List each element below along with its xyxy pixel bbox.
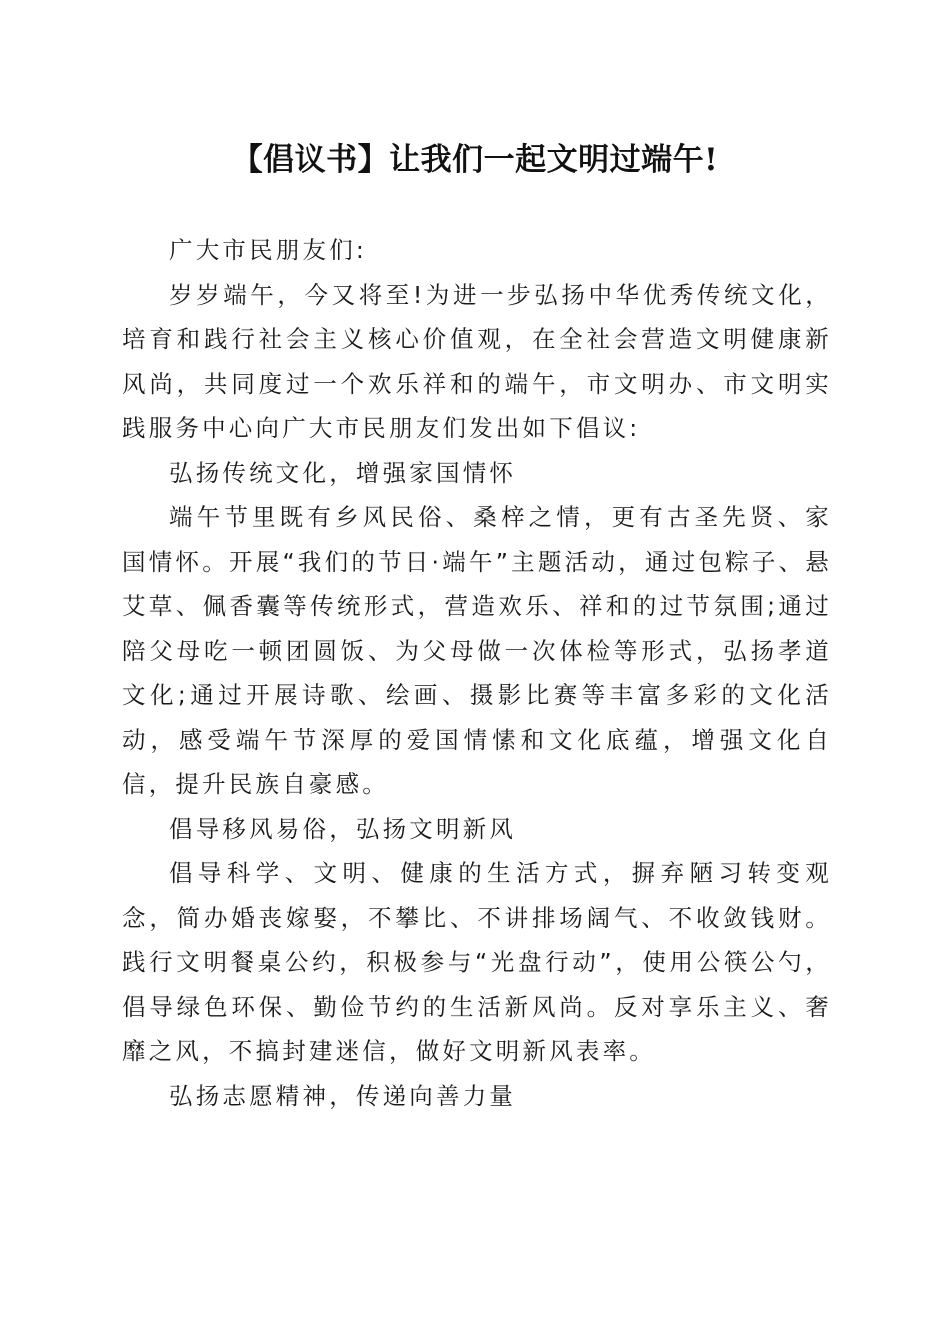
salutation: 广大市民朋友们:	[169, 236, 368, 264]
section-paragraph-2: 倡导科学、文明、健康的生活方式，摒弃陋习转变观念，简办婚丧嫁娶，不攀比、不讲排场阔气、不收敛钱财。践行文明餐桌公约，积极参与“光盘行动”，使用公筷公勺，倡导绿色环保、勤俭节约的生活新风尚。反对享乐主义、奢靡之风，不搞封建迷信，做好文明新风表率。	[122, 859, 832, 1065]
section-heading-3: 弘扬志愿精神，传递向善力量	[169, 1081, 517, 1110]
intro-paragraph: 岁岁端午，今又将至!为进一步弘扬中华优秀传统文化，培育和践行社会主义核心价值观，在全社会营造文明健康新风尚，共同度过一个欢乐祥和的端午，市文明办、市文明实践服务中心向广大市民朋友们发出如下倡议:	[122, 280, 832, 442]
section-heading-1: 弘扬传统文化，增强家国情怀	[169, 458, 517, 487]
document-body	[122, 228, 832, 1118]
section-heading-2: 倡导移风易俗，弘扬文明新风	[169, 814, 517, 843]
section-paragraph-1: 端午节里既有乡风民俗、桑梓之情，更有古圣先贤、家国情怀。开展“我们的节日·端午”主题活动，通过包粽子、悬艾草、佩香囊等传统形式，营造欢乐、祥和的过节氛围;通过陪父母吃一顿团圆饭、为父母做一次体检等形式，弘扬孝道文化;通过开展诗歌、绘画、摄影比赛等丰富多彩的文化活动，感受端午节深厚的爱国情愫和文化底蕴，增强文化自信，提升民族自豪感。	[122, 503, 832, 798]
document-title: 【倡议书】让我们一起文明过端午!	[231, 142, 719, 178]
